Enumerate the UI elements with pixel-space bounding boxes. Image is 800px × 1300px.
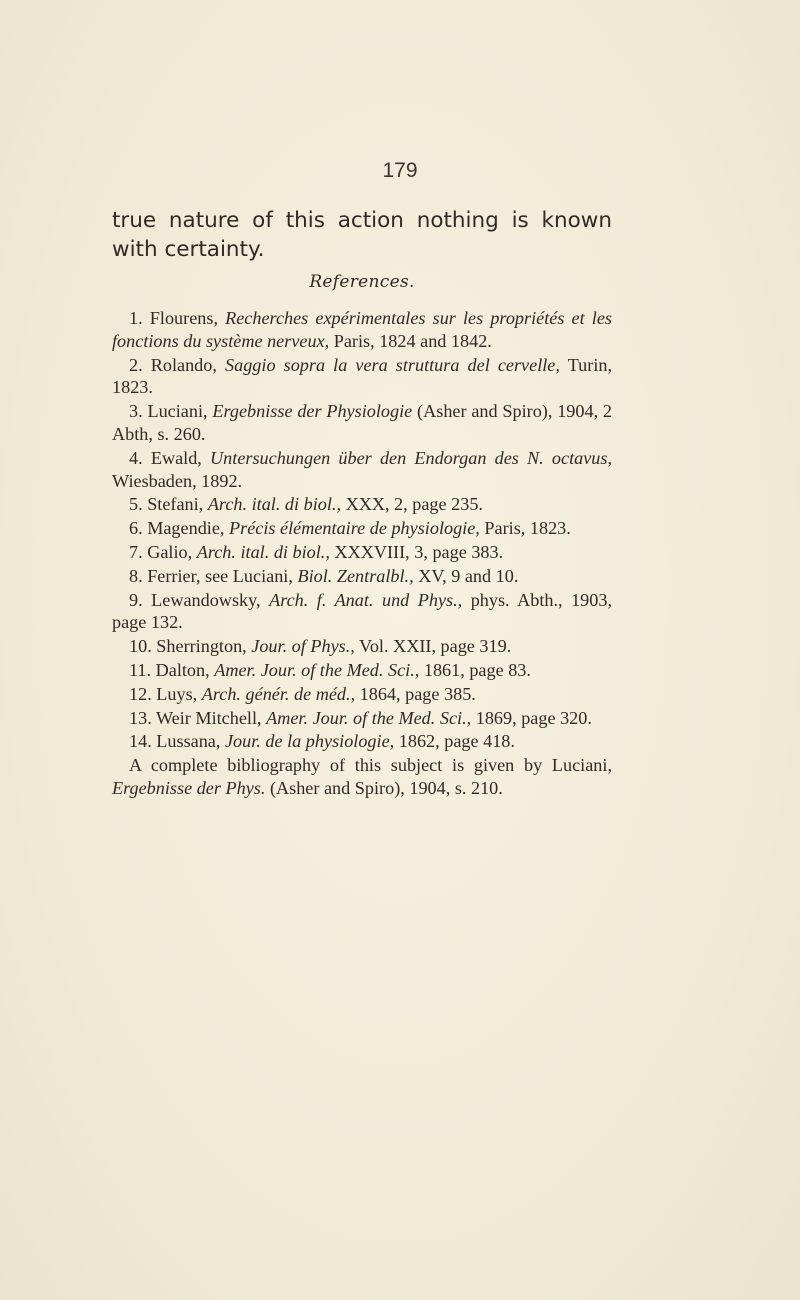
lead-paragraph: true nature of this action nothing is known with certainty. [112,208,612,262]
reference-item: 7. Galio, Arch. ital. di biol., XXXVIII, 3, page 383. [129,541,504,562]
reference-item: 9. Lewandowsky, Arch. f. Anat. und Phys., phys. Abth., 1903, page 132. [112,589,612,633]
reference-item: 8. Ferrier, see Luciani, Biol. Zentralbl., XV, 9 and 10. [129,565,519,586]
reference-item: 14. Lussana, Jour. de la physiologie, 1862, page 418. [129,731,515,752]
reference-item: 2. Rolando, Saggio sopra la vera struttura del cervelle, Turin, 1823. [112,354,613,398]
reference-item: 11. Dalton, Amer. Jour. of the Med. Sci., 1861, page 83. [129,659,531,680]
references-list [112,307,612,753]
bibliography-note: A complete bibliography of this subject is given by Luciani, Ergebnisse der Phys. (Asher and Spiro), 1904, s. 210. [112,755,612,798]
reference-item: 10. Sherrington, Jour. of Phys., Vol. XXII, page 319. [129,636,512,657]
reference-item: 1. Flourens, Recherches expérimentales sur les propriétés et les fonctions du système nerveux, Paris, 1824 and 1842. [112,308,613,351]
reference-item: 12. Luys, Arch. génér. de méd., 1864, page 385. [129,683,476,704]
reference-item: 5. Stefani, Arch. ital. di biol., XXX, 2, page 235. [129,494,483,515]
reference-item: 4. Ewald, Untersuchungen über den Endorgan des N. octavus, Wiesbaden, 1892. [112,447,613,491]
reference-item: 3. Luciani, Ergebnisse der Physiologie (Asher and Spiro), 1904, 2 Abth, s. 260. [112,401,613,444]
reference-item: 6. Magendie, Précis élémentaire de physiologie, Paris, 1823. [129,518,571,539]
reference-item: 13. Weir Mitchell, Amer. Jour. of the Med. Sci., 1869, page 320. [129,707,592,728]
page-number: 179 [382,159,418,182]
references-heading: References. [309,272,415,292]
page-content [112,206,612,800]
